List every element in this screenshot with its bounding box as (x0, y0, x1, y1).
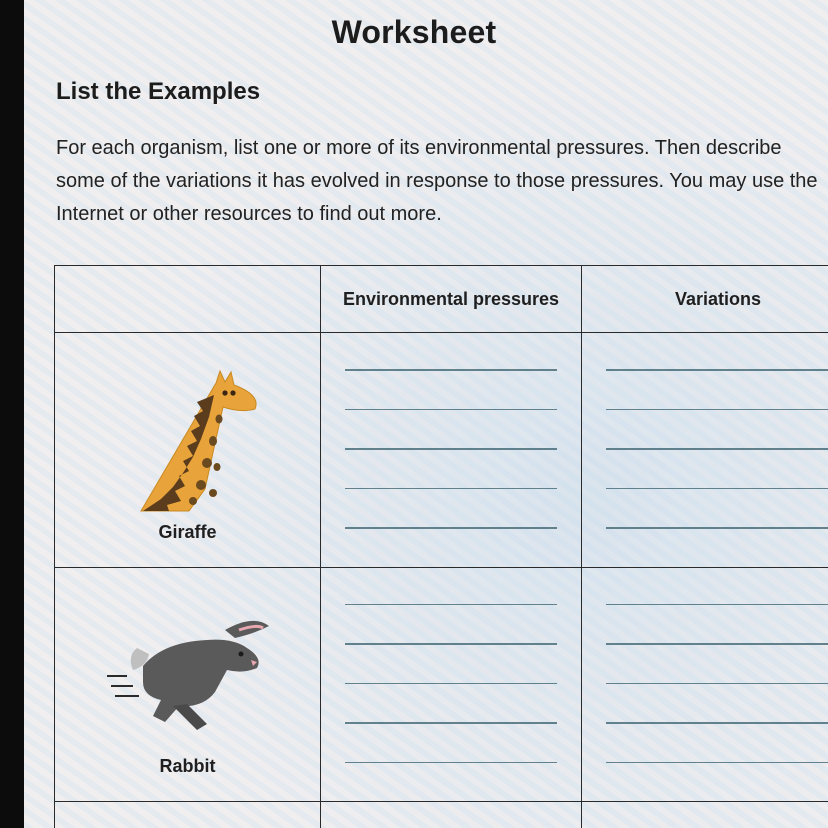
column-header-organism (55, 266, 321, 333)
column-header-variations: Variations (582, 266, 828, 333)
variations-cell-rabbit[interactable] (582, 567, 828, 802)
organism-cell-giraffe (55, 333, 321, 568)
table-row (55, 567, 828, 802)
table-row (55, 802, 828, 828)
section-heading: List the Examples (56, 78, 261, 105)
page-title: Worksheet (331, 14, 497, 50)
organism-cell-empty (55, 802, 321, 828)
giraffe-icon (121, 369, 261, 519)
organism-label-giraffe: Giraffe (158, 521, 217, 542)
environmental-pressures-cell-rabbit[interactable] (321, 567, 582, 802)
table-row (55, 333, 828, 568)
table-header-row (55, 266, 828, 333)
environmental-pressures-cell-giraffe[interactable] (321, 333, 582, 568)
variations-cell-empty[interactable] (582, 802, 828, 828)
organism-table (54, 265, 828, 828)
instructions-text: For each organism, list one or more of its environmental pressures. Then describe some of the variations it has evolved in response to those pressures. You may use the Internet or other resources to find out more. (56, 137, 818, 225)
rabbit-icon (103, 612, 273, 732)
organism-label-rabbit: Rabbit (159, 756, 216, 776)
variations-cell-giraffe[interactable] (582, 333, 828, 568)
organism-cell-rabbit (55, 567, 321, 802)
column-header-environmental-pressures: Environmental pressures (321, 266, 582, 333)
worksheet-page (24, 0, 828, 828)
environmental-pressures-cell-empty[interactable] (321, 802, 582, 828)
